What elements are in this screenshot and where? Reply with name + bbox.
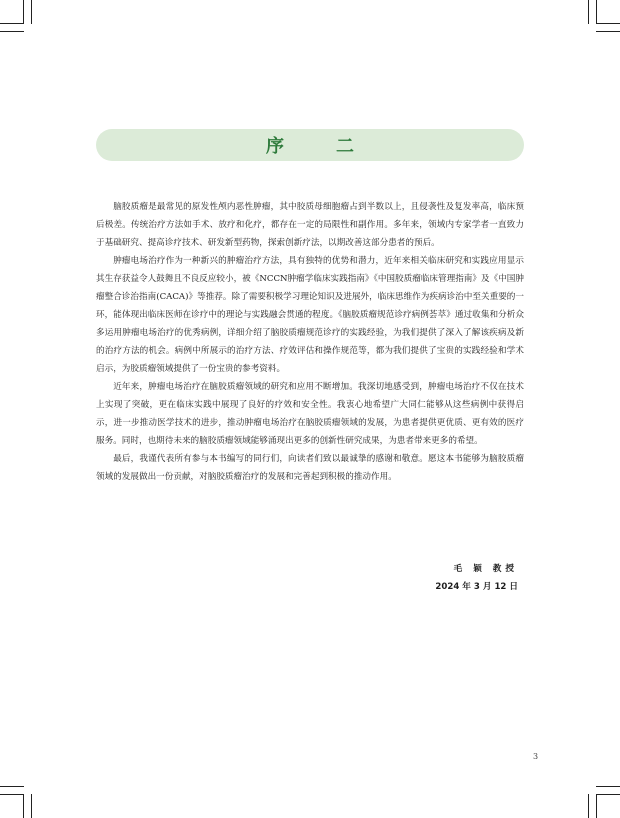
crop-mark (596, 794, 597, 818)
crop-mark (23, 0, 24, 24)
paragraph: 近年来，肿瘤电场治疗在脑胶质瘤领域的研究和应用不断增加。我深切地感受到，肿瘤电场治疗不仅在技术上实现了突破，更在临床实践中展现了良好的疗效和安全性。我衷心地希望广大同仁能够从这些病例中获得启示，进一步推动医学技术的进步，推动肿瘤电场治疗在脑胶质瘤领域的发展，为患者提供更优质、更有效的医疗服务。同时，也期待未来的脑胶质瘤领域能够涌现出更多的创新性研究成果，为患者带来更多的希望。 (96, 382, 524, 446)
signature-block (435, 560, 518, 596)
crop-mark (31, 794, 32, 818)
crop-mark (588, 0, 589, 24)
crop-mark (596, 31, 620, 32)
crop-mark (23, 794, 24, 818)
crop-mark (596, 0, 597, 24)
crop-mark (596, 786, 620, 787)
signature-date: 2024 年 3 月 12 日 (435, 582, 518, 592)
title-banner (96, 129, 524, 161)
crop-mark (596, 794, 620, 795)
crop-mark (0, 786, 24, 787)
paragraph: 最后，我谨代表所有参与本书编写的同行们，向读者们致以最诚挚的感谢和敬意。愿这本书能够为脑胶质瘤领域的发展做出一份贡献，对脑胶质瘤治疗的发展和完善起到积极的推动作用。 (96, 454, 524, 482)
paragraph: 肿瘤电场治疗作为一种新兴的肿瘤治疗方法，具有独特的优势和潜力，近年来相关临床研究和实践应用显示其生存获益令人鼓舞且不良反应较小，被《NCCN肿瘤学临床实践指南》《中国胶质瘤临床管理指南》及《中国肿瘤整合诊治指南(CACA)》等推荐。除了需要积极学习理论知识及进展外，临床思维作为疾病诊治中至关重要的一环，能体现出临床医师在诊疗中的理论与实践融会贯通的程度。《脑胶质瘤规范诊疗病例荟萃》通过收集和分析众多运用肿瘤电场治疗的优秀病例，详细介绍了脑胶质瘤规范诊疗的实践经验，为我们提供了深入了解该疾病及新的治疗方法的机会。病例中所展示的治疗方法、疗效评估和操作规范等，都为我们提供了宝贵的实践经验和学术启示，为胶质瘤领域提供了一份宝贵的参考资料。 (96, 256, 524, 374)
paragraph: 脑胶质瘤是最常见的原发性颅内恶性肿瘤，其中胶质母细胞瘤占到半数以上，且侵袭性及复发率高，临床预后极差。传统治疗方法如手术、放疗和化疗，都存在一定的局限性和副作用。多年来，领域内专家学者一直致力于基础研究、提高诊疗技术、研发新型药物，探索创新疗法，以期改善这部分患者的预后。 (96, 202, 524, 248)
page-number: 3 (533, 752, 539, 761)
page-title: 序二 (266, 136, 406, 157)
crop-mark (0, 23, 24, 24)
crop-mark (588, 794, 589, 818)
crop-mark (596, 23, 620, 24)
crop-mark (0, 794, 24, 795)
crop-mark (0, 31, 24, 32)
signature-author: 毛 颖 教授 (453, 564, 518, 574)
preface-body (96, 198, 524, 486)
crop-mark (31, 0, 32, 24)
